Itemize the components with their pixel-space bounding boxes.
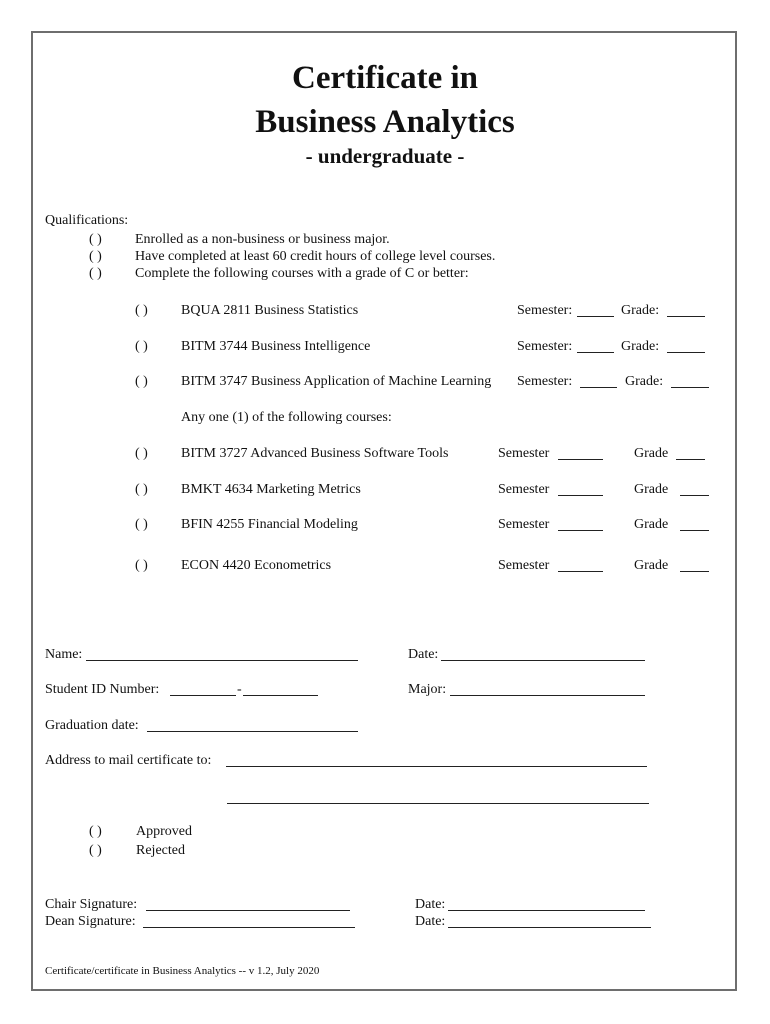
semester-label: Semester bbox=[498, 558, 550, 573]
student-id-field-part1[interactable] bbox=[170, 695, 236, 696]
student-id-label: Student ID Number: bbox=[45, 682, 160, 697]
address-field-line-2[interactable] bbox=[227, 803, 649, 804]
dean-date-label: Date: bbox=[415, 914, 446, 929]
address-field-line-1[interactable] bbox=[226, 766, 647, 767]
grade-field[interactable] bbox=[680, 571, 709, 572]
grade-label: Grade bbox=[634, 446, 669, 461]
course-checkbox[interactable]: ( ) bbox=[135, 446, 148, 461]
semester-label: Semester: bbox=[517, 374, 573, 389]
semester-field[interactable] bbox=[577, 316, 614, 317]
graduation-date-label: Graduation date: bbox=[45, 718, 139, 733]
qualification-item-2: Have completed at least 60 credit hours of college level courses. bbox=[135, 249, 496, 264]
elective-heading: Any one (1) of the following courses: bbox=[181, 410, 392, 425]
semester-label: Semester bbox=[498, 517, 550, 532]
semester-field[interactable] bbox=[558, 571, 603, 572]
name-label: Name: bbox=[45, 647, 83, 662]
rejected-label: Rejected bbox=[136, 843, 185, 858]
grade-field[interactable] bbox=[667, 316, 705, 317]
grade-label: Grade: bbox=[621, 339, 660, 354]
dean-signature-field[interactable] bbox=[143, 927, 355, 928]
qualification-checkbox-1[interactable]: ( ) bbox=[89, 232, 102, 247]
course-name: BITM 3744 Business Intelligence bbox=[181, 339, 371, 354]
grade-label: Grade bbox=[634, 558, 669, 573]
qualification-checkbox-2[interactable]: ( ) bbox=[89, 249, 102, 264]
approved-checkbox[interactable]: ( ) bbox=[89, 824, 102, 839]
chair-signature-field[interactable] bbox=[146, 910, 350, 911]
grade-label: Grade: bbox=[625, 374, 664, 389]
qualification-item-1: Enrolled as a non-business or business major. bbox=[135, 232, 390, 247]
major-label: Major: bbox=[408, 682, 447, 697]
course-checkbox[interactable]: ( ) bbox=[135, 339, 148, 354]
title-line-1: Certificate in bbox=[292, 60, 478, 96]
grade-field[interactable] bbox=[671, 387, 709, 388]
grade-field[interactable] bbox=[667, 352, 705, 353]
grade-field[interactable] bbox=[676, 459, 705, 460]
title-line-2: Business Analytics bbox=[255, 104, 515, 140]
rejected-checkbox[interactable]: ( ) bbox=[89, 843, 102, 858]
semester-field[interactable] bbox=[558, 530, 603, 531]
course-checkbox[interactable]: ( ) bbox=[135, 482, 148, 497]
date-label: Date: bbox=[408, 647, 439, 662]
major-field[interactable] bbox=[450, 695, 645, 696]
course-name: BITM 3747 Business Application of Machine Learning bbox=[181, 374, 492, 389]
address-label: Address to mail certificate to: bbox=[45, 753, 212, 768]
semester-label: Semester: bbox=[517, 339, 573, 354]
dean-date-field[interactable] bbox=[448, 927, 651, 928]
footer-version: Certificate/certificate in Business Analytics -- v 1.2, July 2020 bbox=[45, 965, 320, 977]
semester-field[interactable] bbox=[558, 495, 603, 496]
grade-field[interactable] bbox=[680, 495, 709, 496]
subtitle: - undergraduate - bbox=[305, 144, 465, 168]
course-checkbox[interactable]: ( ) bbox=[135, 517, 148, 532]
student-id-field-part2[interactable] bbox=[243, 695, 318, 696]
course-name: BQUA 2811 Business Statistics bbox=[181, 303, 359, 318]
semester-field[interactable] bbox=[577, 352, 614, 353]
semester-label: Semester bbox=[498, 446, 550, 461]
course-name: BMKT 4634 Marketing Metrics bbox=[181, 482, 361, 497]
chair-date-label: Date: bbox=[415, 897, 446, 912]
name-field[interactable] bbox=[86, 660, 358, 661]
course-checkbox[interactable]: ( ) bbox=[135, 374, 148, 389]
grade-label: Grade bbox=[634, 482, 669, 497]
semester-field[interactable] bbox=[580, 387, 617, 388]
qualification-item-3: Complete the following courses with a grade of C or better: bbox=[135, 266, 469, 281]
qualification-checkbox-3[interactable]: ( ) bbox=[89, 266, 102, 281]
grade-label: Grade: bbox=[621, 303, 660, 318]
course-checkbox[interactable]: ( ) bbox=[135, 303, 148, 318]
grade-field[interactable] bbox=[680, 530, 709, 531]
semester-label: Semester bbox=[498, 482, 550, 497]
course-name: BITM 3727 Advanced Business Software Tools bbox=[181, 446, 449, 461]
course-name: ECON 4420 Econometrics bbox=[181, 558, 332, 573]
graduation-date-field[interactable] bbox=[147, 731, 358, 732]
dean-signature-label: Dean Signature: bbox=[45, 914, 136, 929]
semester-field[interactable] bbox=[558, 459, 603, 460]
approved-label: Approved bbox=[136, 824, 192, 839]
qualifications-heading: Qualifications: bbox=[45, 213, 129, 228]
semester-label: Semester: bbox=[517, 303, 573, 318]
chair-date-field[interactable] bbox=[448, 910, 645, 911]
course-name: BFIN 4255 Financial Modeling bbox=[181, 517, 358, 532]
grade-label: Grade bbox=[634, 517, 669, 532]
chair-signature-label: Chair Signature: bbox=[45, 897, 138, 912]
student-id-dash: - bbox=[237, 682, 242, 697]
date-field[interactable] bbox=[441, 660, 645, 661]
course-checkbox[interactable]: ( ) bbox=[135, 558, 148, 573]
